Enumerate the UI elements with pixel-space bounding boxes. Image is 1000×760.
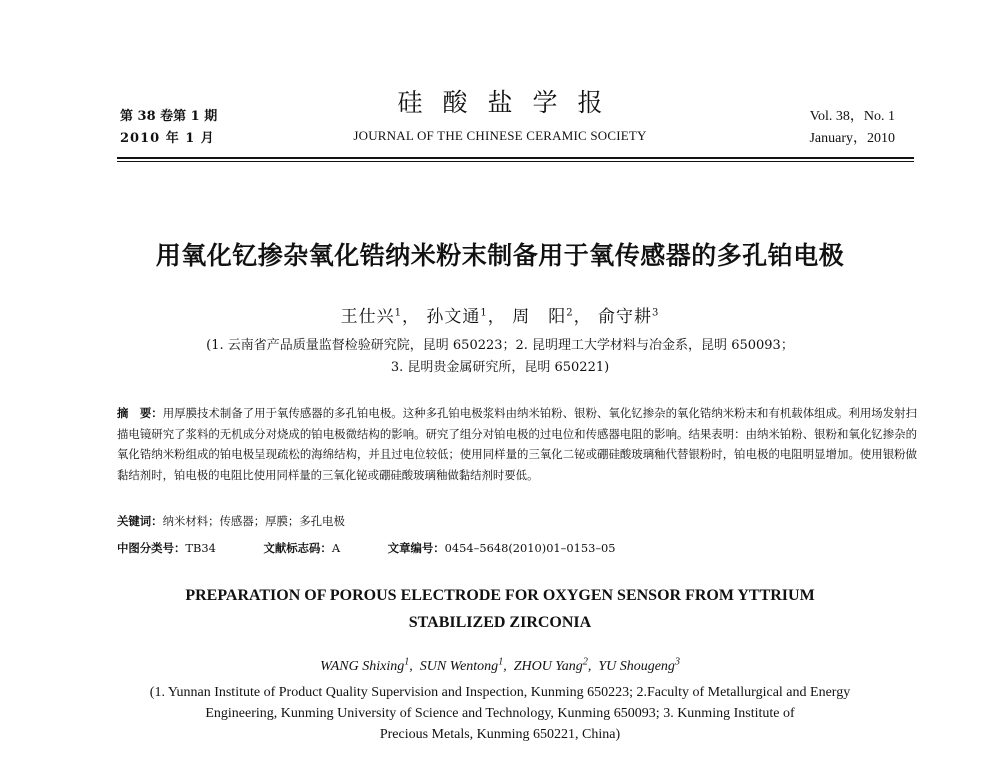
header-rule-thick bbox=[117, 157, 914, 159]
article-number-value: 0454–5648(2010)01–0153–05 bbox=[444, 541, 616, 555]
author-name-cn: 俞守耕 bbox=[597, 307, 652, 327]
author-affil-mark: 2 bbox=[582, 656, 588, 668]
journal-masthead bbox=[300, 86, 700, 144]
author-affil-mark: 1 bbox=[480, 307, 488, 319]
affiliation-line: (1. 云南省产品质量监督检验研究院，昆明 650223；2. 昆明理工大学材料与冶金系，昆明 650093； bbox=[206, 338, 794, 353]
author-name-en: ZHOU Yang bbox=[513, 659, 583, 674]
author-list-cn: 王仕兴$^1$， 孙文通$^1$， 周 阳$^2$， 俞守耕$^3$ bbox=[340, 307, 660, 327]
article-number-label: 文章编号： bbox=[387, 541, 445, 555]
author-affil-mark: 2 bbox=[566, 307, 574, 319]
journal-title-cn: 硅酸盐学报 bbox=[397, 88, 623, 117]
author-affil-mark: 1 bbox=[498, 656, 504, 668]
affiliations-en bbox=[100, 682, 900, 745]
classification-line bbox=[117, 538, 660, 558]
abstract-cn bbox=[117, 403, 917, 485]
author-affil-mark: 3 bbox=[674, 656, 680, 668]
date-cn: 2010 年 1 月 bbox=[120, 131, 215, 146]
author-affil-mark: 1 bbox=[394, 307, 403, 319]
issue-info-en bbox=[809, 106, 895, 150]
volume-issue-cn: 第 38 卷第 1 期 bbox=[120, 109, 218, 124]
author-name-en: YU Shougeng bbox=[598, 659, 675, 674]
affiliation-line: Engineering, Kunming University of Science and Technology, Kunming 650093; 3. Kunming Institute of bbox=[205, 706, 795, 721]
journal-title-en: JOURNAL OF THE CHINESE CERAMIC SOCIETY bbox=[353, 128, 647, 143]
author-name-cn: 王仕兴 bbox=[340, 307, 395, 327]
keywords-cn bbox=[117, 511, 345, 531]
doc-code-value: A bbox=[331, 541, 341, 555]
author-name-cn: 周 阳 bbox=[512, 307, 567, 327]
keywords-text: 纳米材料；传感器；厚膜；多孔电极 bbox=[162, 514, 345, 528]
clc-label: 中图分类号： bbox=[117, 541, 186, 555]
affiliation-line: Precious Metals, Kunming 650221, China) bbox=[379, 727, 621, 742]
author-name-en: SUN Wentong bbox=[419, 659, 499, 674]
affiliation-line: 3. 昆明贵金属研究所，昆明 650221) bbox=[390, 360, 610, 375]
clc-value: TB34 bbox=[185, 541, 216, 555]
paper-title-en bbox=[100, 582, 900, 636]
keywords-label: 关键词： bbox=[117, 514, 163, 528]
abstract-label: 摘 要： bbox=[117, 406, 163, 420]
abstract-text: 用厚膜技术制备了用于氧传感器的多孔铂电极。这种多孔铂电极浆料由纳米铂粉、银粉、氧化钇掺杂的氧化锆纳米粉末和有机载体组成。利用场发射扫描电镜研究了浆料的无机成分对烧成的铂电极微结构的影响。研究了组分对铂电极的过电位和传感器电阻的影响。结果表明：由纳米铂粉、银粉和氧化钇掺杂的氧化锆纳米粉组成的铂电极呈现疏松的海绵结构，并且过电位较低；使用同样量的三氧化二铋或硼硅酸玻璃釉代替银粉时，铂电极的电阻明显增加。使用银粉做黏结剂时，铂电极的电阻比使用同样量的三氧化铋或硼硅酸玻璃釉做黏结剂时要低。 bbox=[117, 406, 917, 482]
affiliations-cn bbox=[150, 335, 850, 379]
date-en: January，2010 bbox=[809, 131, 895, 146]
volume-issue-en: Vol. 38，No. 1 bbox=[809, 109, 895, 124]
header-rule-thin bbox=[117, 161, 914, 162]
title-en-line: PREPARATION OF POROUS ELECTRODE FOR OXYGEN SENSOR FROM YTTRIUM bbox=[185, 587, 815, 604]
author-list-en: WANG Shixing$^1$, SUN Wentong$^1$, ZHOU Yang$^2$, YU Shougeng$^3$ bbox=[320, 656, 680, 674]
affiliation-line: (1. Yunnan Institute of Product Quality Supervision and Inspection, Kunming 650223; 2.Faculty of Metallurgical and Energy bbox=[149, 685, 851, 700]
author-affil-mark: 3 bbox=[651, 307, 660, 319]
author-name-en: WANG Shixing bbox=[320, 659, 405, 674]
author-affil-mark: 1 bbox=[404, 656, 410, 668]
author-name-cn: 孙文通 bbox=[426, 307, 481, 327]
title-en-line: STABILIZED ZIRCONIA bbox=[408, 614, 592, 631]
doc-code-label: 文献标志码： bbox=[263, 541, 332, 555]
paper-title-cn: 用氧化钇掺杂氧化锆纳米粉末制备用于氧传感器的多孔铂电极 bbox=[155, 241, 845, 270]
issue-info-cn bbox=[120, 106, 217, 150]
